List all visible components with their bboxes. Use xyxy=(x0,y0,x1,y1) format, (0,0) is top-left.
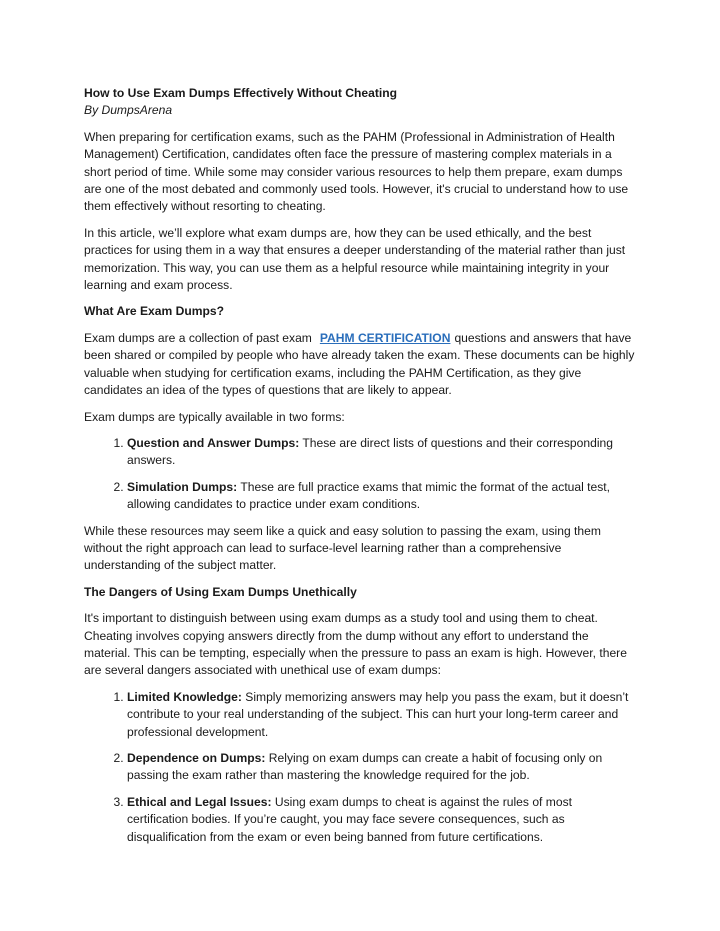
list-item-label: Simulation Dumps: xyxy=(127,479,238,494)
list-item xyxy=(127,689,636,741)
section1-p1-before-link: Exam dumps are a collection of past exam xyxy=(84,330,312,345)
list-item-text: Simply memorizing answers may help you pass the exam, but it doesn’t contribute to your real understanding of the subject. This can hurt your long-term career and professional development. xyxy=(127,689,629,739)
list-item-text: Relying on exam dumps can create a habit of focusing only on passing the exam rather than mastering the knowledge required for the job. xyxy=(127,751,603,783)
pahm-certification-link[interactable]: PAHM CERTIFICATION xyxy=(319,330,451,345)
intro-paragraph-2: In this article, we’ll explore what exam dumps are, how they can be used ethically, and the best practices for using them in a way that ensures a deeper understanding of the material rather than just memorization. This way, you can use them as a helpful resource while maintaining integrity in your learning and exam process. xyxy=(84,225,626,293)
list-item-label: Ethical and Legal Issues: xyxy=(127,794,272,809)
list-item-label: Limited Knowledge: xyxy=(127,689,242,704)
list-item-text: These are direct lists of questions and their corresponding answers. xyxy=(127,435,613,468)
intro-paragraph-1: When preparing for certification exams, such as the PAHM (Professional in Administration of Health Management) Certification, candidates often face the pressure of mastering complex materials in a short period of time. While some may consider various resources to help them prepare, exam dumps are one of the most debated and commonly used tools. However, it's crucial to understand how to use them effectively without resorting to cheating. xyxy=(84,129,629,214)
section-heading-dangers: The Dangers of Using Exam Dumps Unethically xyxy=(84,584,357,599)
section1-p1-after-link: questions and answers that have been shared or compiled by people who have already taken the exam. These documents can be highly valuable when studying for certification exams, including the PAHM Certification, as they give candidates an idea of the types of questions that are likely to appear. xyxy=(84,330,635,398)
list-item xyxy=(127,794,636,846)
section2-paragraph-1: It's important to distinguish between using exam dumps as a study tool and using them to cheat. Cheating involves copying answers directly from the dump without any effort to understand the material. This can be tempting, especially when the pressure to pass an exam is high. However, there are several dangers associated with unethical use of exam dumps: xyxy=(84,611,627,678)
list-item xyxy=(127,479,636,514)
list-item-text: These are full practice exams that mimic the format of the actual test, allowing candidates to practice under exam conditions. xyxy=(127,479,611,512)
list-item-label: Question and Answer Dumps: xyxy=(127,435,300,450)
list-item xyxy=(127,750,636,785)
list-item-text: Using exam dumps to cheat is against the rules of most certification bodies. If you’re caught, you may face severe consequences, such as disqualification from the exam or even being banned from future certifications. xyxy=(127,794,572,844)
article-title: How to Use Exam Dumps Effectively Without Cheating xyxy=(84,86,398,100)
section1-paragraph-1 xyxy=(84,330,636,400)
article-byline: By DumpsArena xyxy=(84,103,173,118)
list-item-label: Dependence on Dumps: xyxy=(127,751,266,765)
dangers-list xyxy=(84,689,636,846)
section1-paragraph-3: While these resources may seem like a quick and easy solution to passing the exam, using them without the right approach can lead to surface-level learning rather than a comprehensive understanding of the subject matter. xyxy=(84,523,601,573)
section-heading-what-are-exam-dumps: What Are Exam Dumps? xyxy=(84,304,224,319)
list-item xyxy=(127,435,636,470)
section1-paragraph-2: Exam dumps are typically available in two forms: xyxy=(84,409,345,424)
dump-forms-list xyxy=(84,435,636,514)
